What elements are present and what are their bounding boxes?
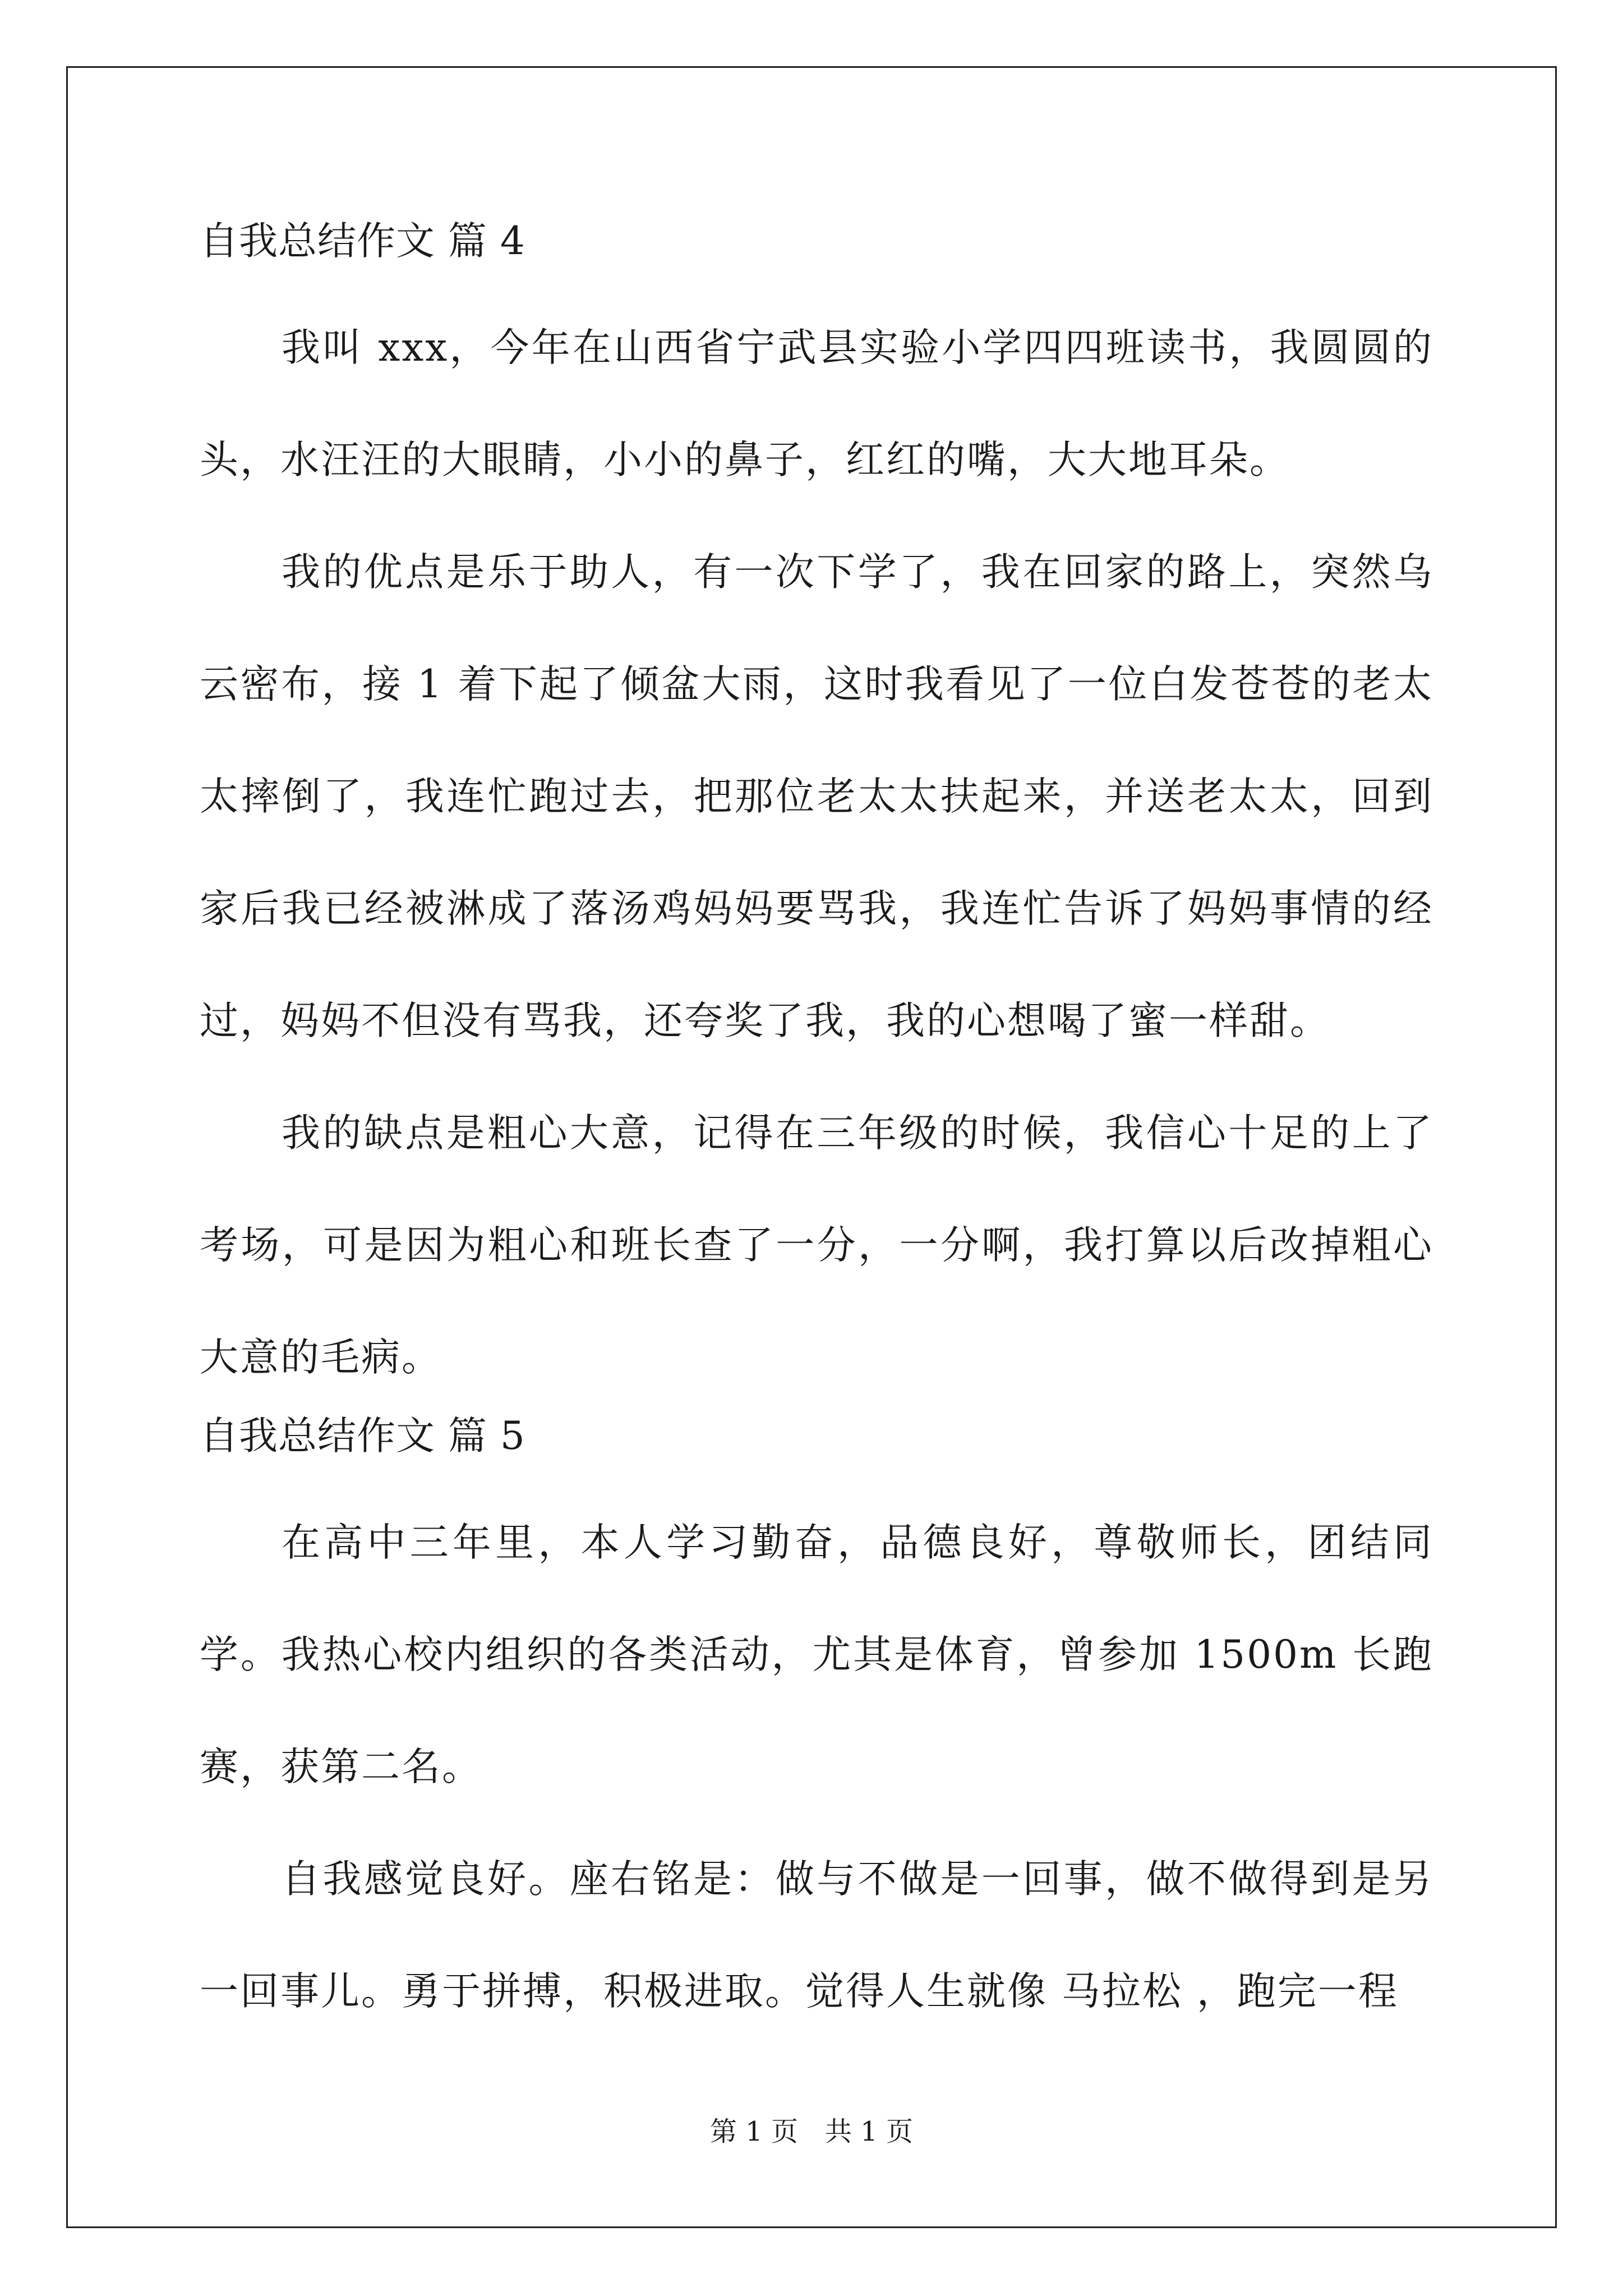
paragraph: 自我感觉良好。座右铭是：做与不做是一回事，做不做得到是另一回事儿。勇于拼搏，积极进取。觉得人生就像 马拉松 ，跑完一程 [200,1857,1433,2014]
section-4 [200,213,1433,1414]
page-footer: 第 1 页 共 1 页 [709,2116,914,2147]
document-body [200,213,1433,2047]
paragraph: 我的缺点是粗心大意，记得在三年级的时候，我信心十足的上了考场，可是因为粗心和班长查了一分，一分啊，我打算以后改掉粗心大意的毛病。 [200,1111,1433,1380]
paragraph: 我叫 xxx，今年在山西省宁武县实验小学四四班读书，我圆圆的头，水汪汪的大眼睛，小小的鼻子，红红的嘴，大大地耳朵。 [200,325,1433,482]
section-heading: 自我总结作文 篇 4 [200,219,525,264]
section-heading: 自我总结作文 篇 5 [200,1414,525,1458]
paragraph: 我的优点是乐于助人，有一次下学了，我在回家的路上，突然乌云密布，接 1 着下起了倾盆大雨，这时我看见了一位白发苍苍的老太太摔倒了，我连忙跑过去，把那位老太太扶起来，并送老太太，回到家后我已经被淋成了落汤鸡妈妈要骂我，我连忙告诉了妈妈事情的经过，妈妈不但没有骂我，还夸奖了我，我的心想喝了蜜一样甜。 [200,550,1433,1043]
paragraph: 在高中三年里，本人学习勤奋，品德良好，尊敬师长，团结同学。我热心校内组织的各类活动，尤其是体育，曾参加 1500m 长跑赛，获第二名。 [200,1520,1433,1789]
section-5 [200,1408,1433,2047]
